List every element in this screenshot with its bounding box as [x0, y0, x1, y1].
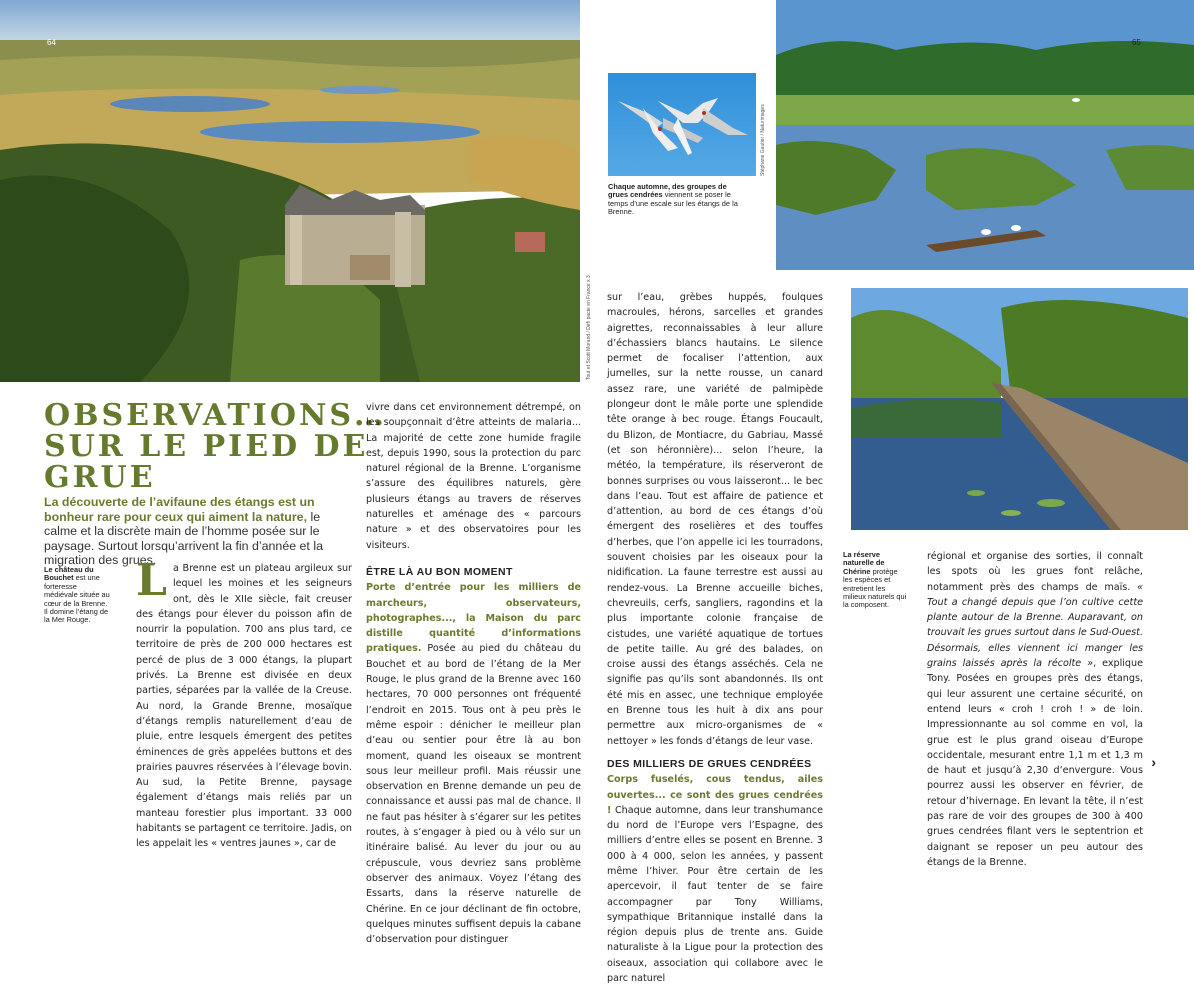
col4-paragraph-1: régional et organise des sorties, il connaît les spots où les grues font relâche, notamment près des champs de maïs.: [927, 551, 1143, 593]
body-column-4: [927, 549, 1143, 870]
caption-cranes-text: viennent se poser le temps d’une escale sur les étangs de la Brenne.: [608, 190, 738, 217]
caption-castle: [44, 566, 110, 625]
page-number-right: 65: [1132, 38, 1141, 47]
photo-credit-left: Tout et Scott Morand / Défi pacte en France x 3: [586, 275, 592, 380]
boardwalk-illustration: [851, 288, 1188, 530]
col2-paragraph-1: vivre dans cet environnement détrempé, on les soupçonnait d’être atteints de malaria... La majorité de cette zone humide fragile est, depuis 1990, sous la protection du parc naturel régional de la Brenne. L’organisme s’assure des équilibres naturels, gère plusieurs étangs au travers de réserves naturelles et aménage des « parcours nature » et des observatoires pour les visiteurs.: [366, 402, 581, 551]
col3-highlight: Corps fuselés, cous tendus, ailes ouvertes... ce sont des grues cendrées !: [607, 774, 823, 816]
col2-highlight: Porte d’entrée pour les milliers de marcheurs, observateurs, photographes..., la Maison du parc distille quantité d’informations pratiques.: [366, 582, 581, 655]
cranes-photo: [608, 73, 756, 176]
caption-castle-bold: Le château du Bouchet: [44, 565, 94, 583]
caption-cranes: [608, 183, 740, 217]
col4-paragraph-2: , explique Tony. Posées en groupes près des étangs, qui leur assurent une certaine sécurité, on entend leurs « croh ! croh ! » de loin. Impressionnante au sol comme en vol, la grue est le plus grand oiseau d’Europe occidentale, mesurant entre 1,1 m et 1,3 m de haut et jusqu’à 2,30 d’envergure. Vous pourrez aussi les observer en février, de retour d’hivernage. En levant la tête, il n’est pas rare de voir des groupes de 300 à 400 grues cendrées filant vers le septentrion et daignant se reposer un peu autour des étangs de la Brenne.: [927, 658, 1143, 868]
page-number-left: 64: [47, 38, 56, 47]
drop-cap: L: [136, 555, 167, 606]
boardwalk-photo: [851, 288, 1188, 530]
lede-text: le calme et la discrète main de l’homme posée sur le paysage. Surtout lorsqu’arrivent la fin d’année et la migration des grues.: [44, 509, 323, 567]
body-column-1: [136, 555, 352, 852]
col3-paragraph-1: sur l’eau, grèbes huppés, foulques macroules, hérons, sarcelles et grandes aigrettes, reconnaissables à leur allure d’échassiers blancs hautains. Le silence permet de focaliser l’attention, aux jumelles, sur la nette rousse, un canard assez rare, une variété de palmipède plongeur dont le mâle porte une splendide tête orange à bec rouge. Étangs Foucault, du Blizon, de Montiacre, du Gabriau, Massé (et son héronnière)... selon l’heure, la météo, la température, ils réserveront de bonnes surprises ou vous laisseront... le bec dans l’eau. Tout est affaire de patience et d’attention, au bord de ces étangs d’où émergent des roselières et des touffes d’herbes, que l’on appelle ici les tourradons, souvent choisies par les oiseaux pour la nidification. La faune terrestre est aussi au rendez-vous. La Brenne accueille biches, chevreuils, cerfs, sangliers, ragondins et la plus importante colonie française de cistudes, une variété aquatique de tortues de petite taille. Au gré des balades, on croise aussi des étangs asséchés. Cela ne signifie pas qu’ils sont abandonnés. Ils ont été mis en assec, une technique employée en Brenne tous les huit à dix ans pour permettre aux micro-organismes de « nettoyer » les fonds d’étangs de leur vase.: [607, 292, 823, 747]
aerial-landscape-illustration: [0, 0, 580, 382]
caption-reserve-text: protège les espèces et entretient les milieux naturels qui la composent.: [843, 566, 907, 610]
section-heading-moment: ÊTRE LÀ AU BON MOMENT: [366, 565, 513, 578]
caption-reserve: [843, 551, 909, 610]
col3-paragraph-2: Chaque automne, dans leur transhumance du nord de l’Europe vers l’Espagne, des milliers d’entre elles se posent en Brenne. 3 000 à 4 000, selon les années, y passent même l’hiver. Pour être certain de les apercevoir, il faut tenter de se faire accompagner par Tony Williams, sympathique Britannique installé dans la région depuis plus de trente ans. Guide naturaliste à la Ligue pour la protection des oiseaux, association qui collabore avec le parc naturel: [607, 804, 823, 985]
caption-reserve-bold: La réserve naturelle de Chérine: [843, 550, 885, 576]
aerial-castle-photo: [0, 0, 580, 382]
article-title: OBSERVATIONS… SUR LE PIED DE GRUE: [44, 398, 388, 495]
col2-paragraph-2: Posée au pied du château du Bouchet et au bord de l’étang de la Mer Rouge, le plus grand de la Brenne avec 160 hectares, 70 000 personnes ont fréquenté l’endroit en 2015. Tous ont à peu près le même espoir : dénicher le meilleur plan d’eau ou sentier pour être là au bon moment, quand les oiseaux se montrent sous leur meilleur profil. Mais réussir une observation en Brenne demande un peu de connaissance et aussi pas mal de chance. Il ne faut pas hésiter à s’égarer sur les petites routes, à s’engager à pied ou à vélo sur un itinéraire balisé. Au lever du jour ou au crépuscule, vous devriez sans problème observer des animaux. Voyez l’étang des Essarts, dans la réserve naturelle de Chérine. En ce jour déclinant de fin octobre, quelques minutes suffisent depuis la cabane d’observation pour distinguer: [366, 643, 581, 946]
next-page-arrow-icon[interactable]: ›: [1151, 754, 1156, 770]
caption-castle-text: est une forteresse médiévale située au cœur de la Brenne. Il domine l’étang de la Mer Rouge.: [44, 573, 110, 625]
photo-credit-cranes: Stéphane Gautier / Naturimages: [760, 104, 766, 176]
flying-cranes-illustration: [608, 73, 756, 176]
col1-text: a Brenne est un plateau argileux sur lequel les moines et les seigneurs ont, dès le XIIe siècle, fait creuser des étangs pour élever du poisson afin de nourrir la population. 700 ans plus tard, ce territoire de près de 200 000 hectares est percé de plus de 3 000 étangs, la plupart privés. La Brenne est divisée en deux parties, séparées par la vallée de la Creuse. Au nord, la Grande Brenne, mosaïque d’étangs remplis naturellement d’eau de pluie, entre lesquels émergent des petites éminences de grès appelées buttons et des prairies pauvres réservées à l’élevage bovin. Au sud, la Petite Brenne, paysage également d’étangs mais reliés par un manteau forestier plus important. 33 000 habitants se partagent ce territoire. Jadis, on les appelait les « ventres jaunes », car de: [136, 563, 352, 850]
body-column-3: [607, 290, 823, 986]
lede-bold: La découverte de l’avifaune des étangs est un bonheur rare pour ceux qui aiment la nature,: [44, 495, 315, 524]
col4-quote: « Tout a changé depuis que l’on cultive cette plante autour de la Brenne. Auparavant, on trouvait les grues surtout dans le Sud-Ouest. Désormais, elles viennent ici manger les grains laissés après la récolte »: [927, 581, 1143, 670]
caption-cranes-bold: Chaque automne, des groupes de grues cendrées: [608, 182, 727, 200]
body-column-2: [366, 400, 581, 947]
article-lede: [44, 495, 344, 568]
section-heading-grues: DES MILLIERS DE GRUES CENDRÉES: [607, 757, 812, 770]
